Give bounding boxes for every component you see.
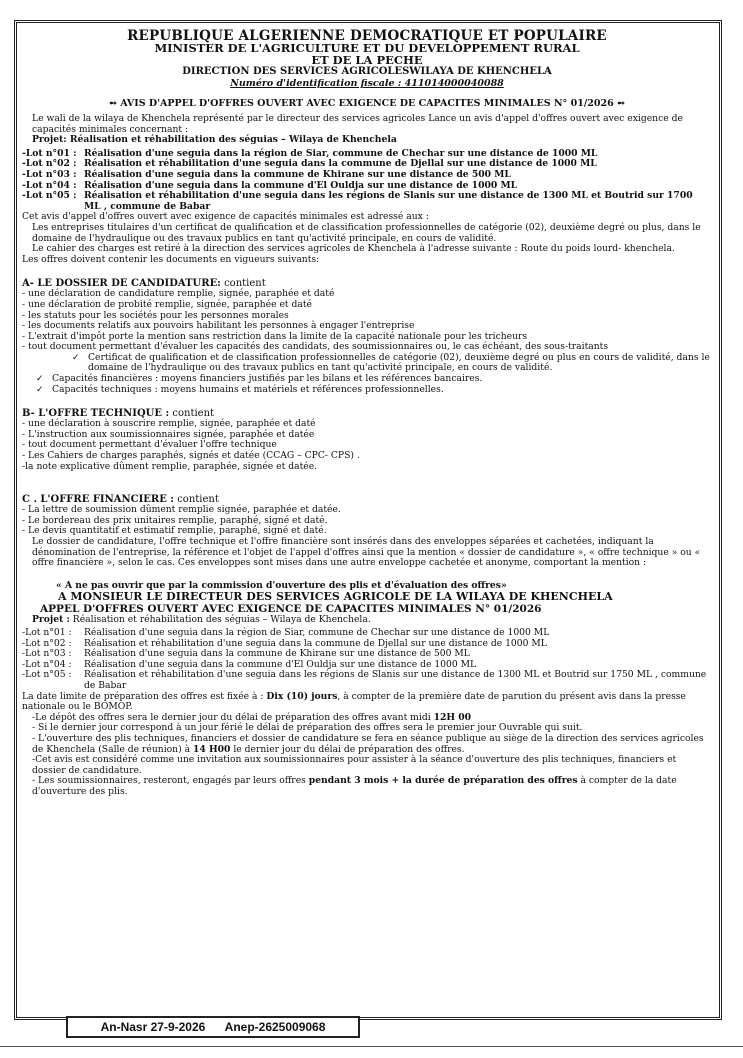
section-a-title: A- LE DOSSIER DE CANDIDATURE: contient xyxy=(22,278,266,290)
intro-paragraph: Le wali de la wilaya de Khenchela représenté par le directeur des services agricoles Lance un avis d'appel d'offres ouvert avec exigence de capacités minimales concernant : xyxy=(32,113,683,135)
list-item: - une déclaration à souscrire remplie, signée, paraphée et daté xyxy=(22,418,316,430)
companies-paragraph: Les entreprises titulaires d'un certificat de qualification et de classification professionnelles de catégorie (02), deuxième degré ou plus, dans le domaine de l'hydraulique ou des travaux publics en tant qu'activité principale, en cours de validité. xyxy=(32,221,701,244)
bottom-rule xyxy=(0,1046,743,1047)
direction-title: DIRECTION DES SERVICES AGRICOLESWILAYA DE KHENCHELA xyxy=(182,66,552,77)
section-c-title: C . L'OFFRE FINANCIERE : contient xyxy=(22,494,219,506)
list-item: - les documents relatifs aux pouvoirs habilitant les personnes à engager l'entreprise xyxy=(22,320,415,332)
lot-item: -Lot n°04 : Réalisation d'une seguia dans la commune d'El Ouldja sur une distance de 1000 ML xyxy=(22,658,477,670)
list-item: - tout document permettant d'évaluer les capacités des candidats, des soumissionnaires ou, le cas échéant, des sous-traitants xyxy=(22,341,609,353)
list-item: -la note explicative dûment remplie, paraphée, signée et datée. xyxy=(22,460,318,472)
letterhead xyxy=(22,30,712,90)
tax-id: Numéro d'identification fiscale : 411014000040088 xyxy=(230,78,504,89)
lot-item: -Lot n°03 : Réalisation d'une seguia dans la commune de Khirane sur une distance de 500 ML xyxy=(22,648,470,660)
envelope-project: Projet : Réalisation et réhabilitation des séguias – Wilaya de Khenchela. xyxy=(32,614,371,626)
project-line: Projet: Réalisation et réhabilitation des séguias – Wilaya de Khenchela xyxy=(32,134,397,146)
list-item: - tout document permettant d'évaluer l'offre technique xyxy=(22,439,277,451)
envelope-tender-title: APPEL D'OFFRES OUVERT AVEC EXIGENCE DE CAPACITES MINIMALES N° 01/2026 xyxy=(40,603,542,616)
list-item: - L'extrait d'impôt porte la mention sans restriction dans la limite de la capacité nationale pour les tricheurs xyxy=(22,330,528,342)
lot-item: -Lot n°02 : Réalisation et réhabilitation d'une seguia dans la commune de Djellal sur une distance de 1000 ML xyxy=(22,158,597,170)
deposit-paragraph: -Le dépôt des offres sera le dernier jour du délai de préparation des offres avant midi 12H 00 xyxy=(32,711,472,723)
list-item: - L'instruction aux soumissionnaires signée, paraphée et datée xyxy=(22,428,315,440)
lot-item: -Lot n°02 : Réalisation et réhabilitation d'une seguia dans la commune de Djellal sur une distance de 1000 ML xyxy=(22,637,547,649)
list-item: - Le bordereau des prix unitaires remplie, paraphé, signé et daté. xyxy=(22,514,328,526)
publication-footer xyxy=(66,1016,360,1038)
republic-title: REPUBLIQUE ALGERIENNE DEMOCRATIQUE ET POPULAIRE xyxy=(127,28,607,44)
list-item: - Les Cahiers de charges paraphés, signés et datée (CCAG – CPC- CPS) . xyxy=(22,450,360,462)
list-item: - La lettre de soumission dûment remplie signée, paraphée et datée. xyxy=(22,504,341,516)
opening-paragraph: - L'ouverture des plis techniques, financiers et dossier de candidature se fera en séance publique au siège de la direction des services agricoles de Khenchela (Salle de réunion) à 14 H00 le dernier jour du délai de préparation des offres. xyxy=(32,732,704,755)
lot-item: -Lot n°03 : Réalisation d'une seguia dans la commune de Khirane sur une distance de 500 ML xyxy=(22,168,511,180)
list-item: - les statuts pour les sociétés pour les personnes morales xyxy=(22,309,289,321)
checkmark-icon: ✓ xyxy=(36,383,44,395)
lot-item: -Lot n°05 : Réalisation et réhabilitation d'une seguia dans les régions de Slanis sur une distance de 1300 ML et Boutrid sur 1750 ML , commune de Babar xyxy=(22,669,707,691)
notice-title: ➻ AVIS D'APPEL D'OFFRES OUVERT AVEC EXIGENCE DE CAPACITES MINIMALES N° 01/2026 ➻ xyxy=(108,98,626,109)
lot-item: -Lot n°01 : Réalisation d'une seguia dans la région de Siar, commune de Chechar sur une distance de 1000 ML xyxy=(22,626,550,638)
addressees-paragraph: Cet avis d'appel d'offres ouvert avec exigence de capacités minimales est adressé aux : xyxy=(22,211,429,223)
list-item: - une déclaration de probité remplie, signée, paraphée et daté xyxy=(22,298,312,310)
check-item: ✓ Capacités financières : moyens financiers justifiés par les bilans et les références bancaires. xyxy=(36,373,483,385)
newspaper-date: An-Nasr 27-9-2026 xyxy=(100,1020,206,1034)
list-item: - une déclaration de candidature remplie, signée, paraphée et daté xyxy=(22,288,335,300)
engagement-paragraph: - Les soumissionnaires, resteront, engagés par leurs offres pendant 3 mois + la durée de préparation des offres à compter de la date d'ouverture des plis. xyxy=(32,775,677,797)
ministry-title: MINISTER DE L'AGRICULTURE ET DU DEVELOPPEMENT RURAL xyxy=(154,41,580,55)
anep-reference: Anep-2625009068 xyxy=(224,1020,326,1034)
arrow-icon: ➻ xyxy=(613,98,626,109)
notice-body xyxy=(22,30,712,797)
lot-item: -Lot n°05 : Réalisation et réhabilitation d'une seguia dans les régions de Slanis sur une distance de 1300 ML et Boutrid sur 1700 ML , commune de Babar xyxy=(22,190,693,212)
ministry-title-2: ET DE LA PECHE xyxy=(311,53,423,67)
section-b-title: B- L'OFFRE TECHNIQUE : contient xyxy=(22,408,215,420)
lot-item: -Lot n°01 : Réalisation d'une seguia dans la région de Siar, commune de Chechar sur une distance de 1000 ML xyxy=(22,147,598,159)
holiday-paragraph: - Si le dernier jour correspond à un jour férié le délai de préparation des offres sera le premier jour Ouvrable qui suit. xyxy=(32,722,583,734)
specifications-paragraph: Le cahier des charges est retiré à la direction des services agricoles de Khenchela à l'adresse suivante : Route du poids lourd- khenchela. xyxy=(32,243,675,255)
deadline-paragraph: La date limite de préparation des offres est fixée à : Dix (10) jours, à compter de la première date de parution du présent avis dans la presse nationale ou le BOMOP. xyxy=(22,690,686,713)
checkmark-icon: ✓ xyxy=(36,373,44,385)
invitation-paragraph: -Cet avis est considéré comme une invitation aux soumissionnaires pour assister à la séance d'ouverture des plis techniques, financiers et dossier de candidature. xyxy=(32,754,677,776)
lot-item: -Lot n°04 : Réalisation d'une seguia dans la commune d'El Ouldja sur une distance de 1000 ML xyxy=(22,179,518,191)
envelope-recipient: A MONSIEUR LE DIRECTEUR DES SERVICES AGRICOLE DE LA WILAYA DE KHENCHELA xyxy=(58,590,613,604)
envelope-mention: « A ne pas ouvrir que par la commission d'ouverture des plis et d'évaluation des offres» xyxy=(56,579,507,591)
check-item: ✓ Certificat de qualification et de classification professionnelles de catégorie (02), deuxième degré ou plus en cours de validité, dans le domaine de l'hydraulique ou des travaux publics en tant qu'activité principale, en cours de validité. xyxy=(72,351,710,374)
check-item: ✓ Capacités techniques : moyens humains et matériels et références professionnelles. xyxy=(36,383,444,395)
envelope-lots-list xyxy=(22,628,712,692)
envelope-paragraph: Le dossier de candidature, l'offre technique et l'offre financière sont insérés dans des enveloppes séparées et cachetées, indiquant la dénomination de l'entreprise, la référence et l'objet de l'appel d'offres ainsi que la mention « dossier de candidature », « offre technique » ou « offre financière », selon le cas. Ces enveloppes sont mises dans une autre enveloppe cachetée et anonyme, comportant la mention : xyxy=(32,536,701,569)
list-item: - Le devis quantitatif et estimatif remplie, paraphé, signé et daté. xyxy=(22,525,327,537)
checkmark-icon: ✓ xyxy=(72,351,80,363)
lots-list xyxy=(22,149,712,213)
offers-paragraph: Les offres doivent contenir les documents en vigueurs suivants: xyxy=(22,253,320,265)
arrow-icon: ➻ xyxy=(108,98,121,109)
